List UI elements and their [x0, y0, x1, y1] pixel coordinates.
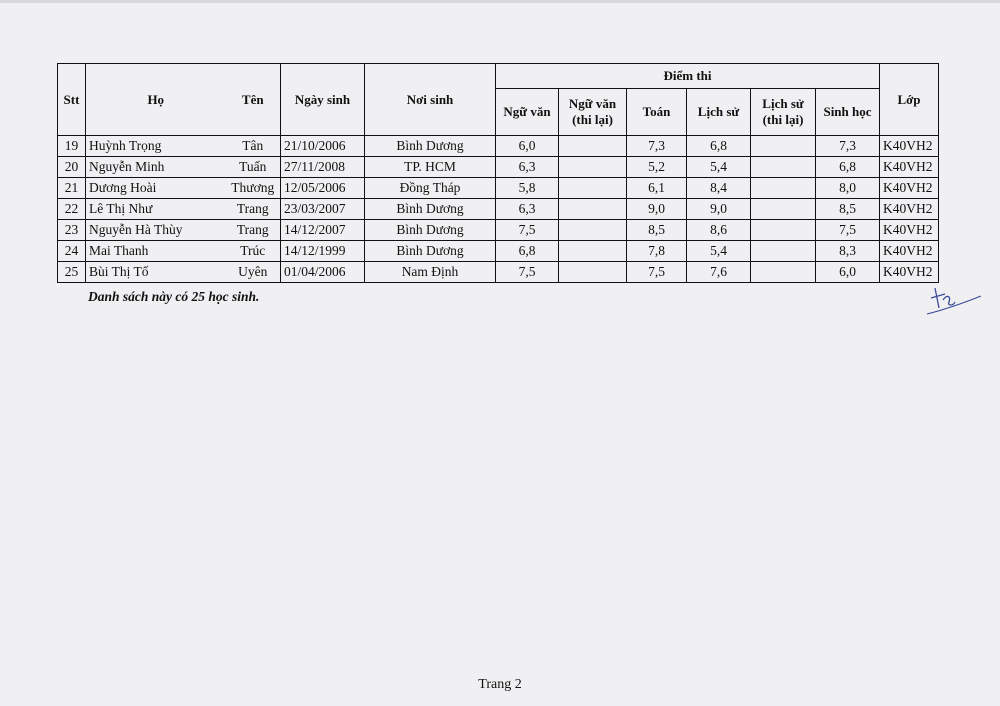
cell-ngay-sinh: 21/10/2006: [281, 136, 365, 157]
cell-ngay-sinh: 01/04/2006: [281, 262, 365, 283]
cell-lop: K40VH2: [880, 157, 939, 178]
cell-toan: 8,5: [627, 220, 687, 241]
header-toan: Toán: [627, 89, 687, 136]
cell-lich-su: 8,4: [687, 178, 751, 199]
header-ngu-van: Ngữ văn: [496, 89, 559, 136]
cell-lich-su-thi-lai: [751, 136, 816, 157]
cell-sinh-hoc: 6,8: [816, 157, 880, 178]
cell-noi-sinh: Bình Dương: [365, 220, 496, 241]
cell-lich-su-thi-lai: [751, 178, 816, 199]
cell-ngu-van: 6,3: [496, 199, 559, 220]
cell-lich-su-thi-lai: [751, 262, 816, 283]
grades-table: [57, 63, 939, 283]
page-edge: [0, 0, 1000, 3]
cell-toan: 5,2: [627, 157, 687, 178]
cell-ten: Tuấn: [226, 157, 281, 178]
cell-ho: Dương Hoài: [86, 178, 226, 199]
cell-ngay-sinh: 14/12/2007: [281, 220, 365, 241]
cell-noi-sinh: Đồng Tháp: [365, 178, 496, 199]
header-ngu-van-thi-lai-line2: (thi lại): [572, 112, 613, 127]
cell-stt: 23: [58, 220, 86, 241]
cell-ngu-van: 6,0: [496, 136, 559, 157]
cell-lich-su-thi-lai: [751, 157, 816, 178]
cell-ngu-van-thi-lai: [559, 220, 627, 241]
cell-ten: Trang: [226, 199, 281, 220]
cell-ho: Nguyễn Minh: [86, 157, 226, 178]
header-ten: Tên: [226, 64, 281, 136]
cell-noi-sinh: Bình Dương: [365, 241, 496, 262]
cell-noi-sinh: Nam Định: [365, 262, 496, 283]
header-lich-su-thi-lai-line2: (thi lại): [762, 112, 804, 127]
table-row: [58, 262, 939, 283]
cell-noi-sinh: TP. HCM: [365, 157, 496, 178]
footnote: Danh sách này có 25 học sinh.: [88, 289, 260, 304]
table-row: [58, 136, 939, 157]
cell-lich-su-thi-lai: [751, 220, 816, 241]
header-lich-su-thi-lai-line1: Lịch sử: [762, 96, 804, 111]
cell-ten: Uyên: [226, 262, 281, 283]
cell-ngay-sinh: 27/11/2008: [281, 157, 365, 178]
cell-toan: 7,5: [627, 262, 687, 283]
cell-ngu-van: 7,5: [496, 262, 559, 283]
cell-lich-su: 7,6: [687, 262, 751, 283]
cell-lich-su-thi-lai: [751, 241, 816, 262]
cell-ten: Trúc: [226, 241, 281, 262]
cell-ho: Huỳnh Trọng: [86, 136, 226, 157]
cell-ngay-sinh: 23/03/2007: [281, 199, 365, 220]
cell-lich-su: 9,0: [687, 199, 751, 220]
cell-ngu-van: 7,5: [496, 220, 559, 241]
header-lop: Lớp: [880, 64, 939, 136]
header-ngu-van-thi-lai: [559, 89, 627, 136]
cell-stt: 24: [58, 241, 86, 262]
cell-stt: 20: [58, 157, 86, 178]
table-row: [58, 220, 939, 241]
cell-lich-su: 8,6: [687, 220, 751, 241]
cell-ho: Nguyễn Hà Thùy: [86, 220, 226, 241]
cell-ngu-van: 6,8: [496, 241, 559, 262]
cell-ho: Mai Thanh: [86, 241, 226, 262]
header-ho: Họ: [86, 64, 226, 136]
table-body: [58, 136, 939, 283]
signature-mark: [925, 280, 985, 320]
cell-sinh-hoc: 7,3: [816, 136, 880, 157]
header-ngay-sinh: Ngày sinh: [281, 64, 365, 136]
cell-stt: 21: [58, 178, 86, 199]
cell-sinh-hoc: 7,5: [816, 220, 880, 241]
header-stt: Stt: [58, 64, 86, 136]
cell-sinh-hoc: 6,0: [816, 262, 880, 283]
header-row-1: [58, 64, 939, 89]
cell-sinh-hoc: 8,0: [816, 178, 880, 199]
cell-ngay-sinh: 14/12/1999: [281, 241, 365, 262]
header-lich-su-thi-lai: [751, 89, 816, 136]
cell-ngu-van-thi-lai: [559, 157, 627, 178]
header-ngu-van-thi-lai-line1: Ngữ văn: [568, 96, 617, 111]
cell-ten: Thương: [226, 178, 281, 199]
header-diem-thi: Điểm thi: [496, 64, 880, 89]
cell-lop: K40VH2: [880, 178, 939, 199]
cell-ngu-van-thi-lai: [559, 136, 627, 157]
cell-ngu-van: 5,8: [496, 178, 559, 199]
cell-ten: Trang: [226, 220, 281, 241]
table-row: [58, 241, 939, 262]
page-number: Trang 2: [478, 677, 522, 692]
cell-ngu-van-thi-lai: [559, 178, 627, 199]
cell-lop: K40VH2: [880, 262, 939, 283]
table-row: [58, 178, 939, 199]
cell-ngu-van-thi-lai: [559, 262, 627, 283]
cell-stt: 22: [58, 199, 86, 220]
header-sinh-hoc: Sinh học: [816, 89, 880, 136]
cell-lich-su-thi-lai: [751, 199, 816, 220]
cell-ngu-van-thi-lai: [559, 199, 627, 220]
cell-ten: Tân: [226, 136, 281, 157]
cell-toan: 9,0: [627, 199, 687, 220]
cell-sinh-hoc: 8,5: [816, 199, 880, 220]
cell-toan: 7,8: [627, 241, 687, 262]
table-row: [58, 199, 939, 220]
header-noi-sinh: Nơi sinh: [365, 64, 496, 136]
cell-stt: 19: [58, 136, 86, 157]
table-row: [58, 157, 939, 178]
cell-ngu-van: 6,3: [496, 157, 559, 178]
cell-ngay-sinh: 12/05/2006: [281, 178, 365, 199]
cell-noi-sinh: Bình Dương: [365, 136, 496, 157]
cell-ho: Bùi Thị Tố: [86, 262, 226, 283]
cell-lich-su: 5,4: [687, 241, 751, 262]
cell-lop: K40VH2: [880, 241, 939, 262]
cell-lich-su: 6,8: [687, 136, 751, 157]
cell-toan: 7,3: [627, 136, 687, 157]
header-lich-su: Lịch sử: [687, 89, 751, 136]
cell-toan: 6,1: [627, 178, 687, 199]
cell-lop: K40VH2: [880, 136, 939, 157]
cell-ho: Lê Thị Như: [86, 199, 226, 220]
cell-lop: K40VH2: [880, 199, 939, 220]
cell-sinh-hoc: 8,3: [816, 241, 880, 262]
cell-lop: K40VH2: [880, 220, 939, 241]
cell-noi-sinh: Bình Dương: [365, 199, 496, 220]
cell-stt: 25: [58, 262, 86, 283]
cell-ngu-van-thi-lai: [559, 241, 627, 262]
cell-lich-su: 5,4: [687, 157, 751, 178]
